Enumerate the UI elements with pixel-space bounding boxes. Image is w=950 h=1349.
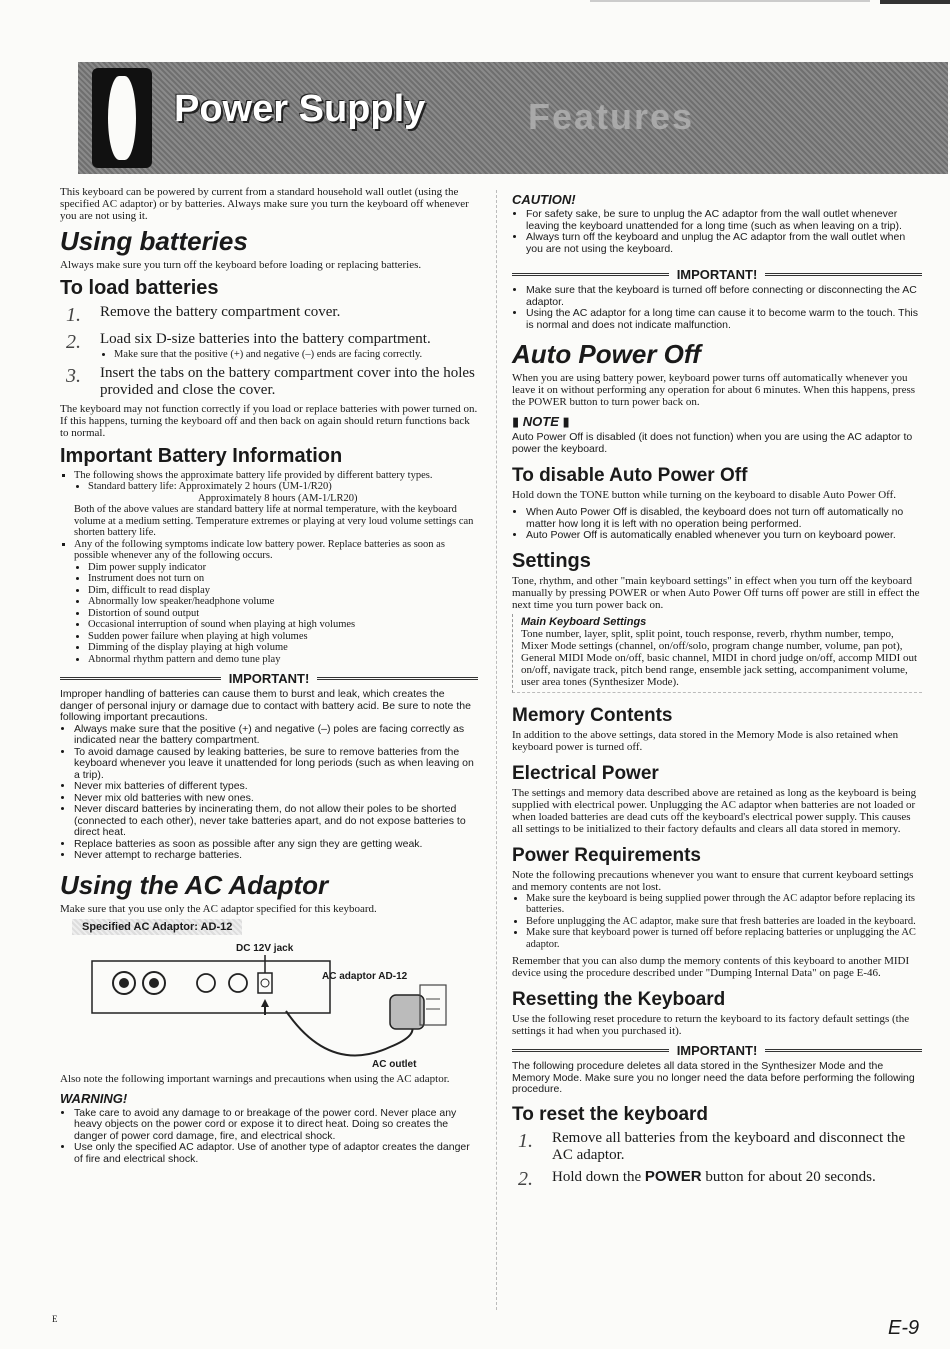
power-requirements-after: Remember that you can also dump the memory contents of this keyboard to another MIDI device using the procedure described under "Dumping Internal Data" on page E-46. [512,955,910,979]
symptom-item: • Dim, difficult to read display [88,585,478,597]
important-list [60,724,478,862]
battery-info-item [74,470,478,539]
main-settings-box [512,614,922,693]
battery-symptoms-intro: Any of the following symptoms indicate low battery power. Replace batteries as soon as possible whenever any of the following occurs. [74,538,445,561]
disable-auto-power-off-heading: To disable Auto Power Off [512,465,748,486]
battery-life-intro: The following shows the approximate battery life provided by different battery types. [74,469,433,481]
step-text: Insert the tabs on the battery compartment cover into the holes provided and close the cover. [100,364,475,398]
requirements-list [512,893,922,951]
note-label-text: NOTE [522,414,559,429]
using-batteries-heading: Using batteries [60,226,248,256]
battery-life-alkaline: Approximately 8 hours (AM-1/LR20) [198,492,358,504]
load-step-3 [66,365,478,399]
symptom-item: • Instrument does not turn on [88,573,478,585]
power-requirements-heading: Power Requirements [512,844,701,866]
important-item: • To avoid damage caused by leaking batteries, be sure to remove batteries from the keyboard whenever you leave it unattended for long periods (such as when leaving on a trip). [74,747,478,782]
step-number: 2. [518,1167,533,1190]
caution-item: • Always turn off the keyboard and unplug the AC adaptor from the wall outlet when you are not using the keyboard. [526,232,922,255]
intro-text: This keyboard can be powered by current from a standard household wall outlet (using the specified AC adaptor) or by batteries. Always make sure you turn the keyboard off whenever you are not using it. [60,186,469,222]
page-number: E-9 [888,1317,920,1339]
load-batteries-heading: To load batteries [60,277,219,299]
outlet-label: AC outlet [372,1058,417,1070]
symptom-list [74,562,478,666]
main-settings-label: Main Keyboard Settings [521,615,647,628]
important-divider [512,1043,922,1058]
section-banner [78,62,948,174]
symptom-item: • Dimming of the display playing at high volume [88,642,478,654]
important-item: • Using the AC adaptor for a long time can cause it to become warm to the touch. This is normal and does not indicate malfunction. [526,308,922,331]
important-text: Improper handling of batteries can cause them to burst and leak, which creates the danger of personal injury or damage due to contact with battery acid. Be sure to note the following important precautions. [60,688,471,723]
memory-contents-text: In addition to the above settings, data stored in the Memory Mode is also retained when keyboard power is turned off. [512,728,899,753]
memory-contents-heading: Memory Contents [512,704,673,726]
important-list [512,285,922,331]
step-number: 1. [66,304,81,326]
symptom-item: • Distortion of sound output [88,608,478,620]
main-settings-text: Tone number, layer, split, split point, touch response, reverb, rhythm number, tempo, Mixer Mode settings (channel, on/off/solo, program change number, volume, pan pot), General MIDI Mode on/off, basic channel, MIDI in chord judge on/off, accomp MIDI out on/off, navigate track, pitch bend range, ensemble jack setting, accompaniment volume, user area tones (Synthesizer Mode). [521,627,918,688]
settings-heading: Settings [512,549,591,572]
top-edge-rule [590,0,870,2]
power-button-name: POWER [644,1167,702,1185]
note-text: Auto Power Off is disabled (it does not function) when you are using the AC adaptor to power the keyboard. [512,431,913,455]
specified-adaptor-label: Specified AC Adaptor: AD-12 [72,919,242,935]
ac-adaptor-heading: Using the AC Adaptor [60,869,329,900]
ac-adaptor-text: Make sure that you use only the AC adaptor specified for this keyboard. [60,902,377,915]
ac-adaptor-after-text: Also note the following important warnings and precautions when using the AC adaptor. [60,1072,450,1085]
important-item: • Always make sure that the positive (+) and negative (–) poles are facing correctly as indicated near the battery compartment. [74,724,478,747]
important-item: • Never discard batteries by incinerating them, do not allow their poles to be shorted (connected to each other), never take batteries apart, and do not expose batteries to direct heat. [74,804,478,839]
reset-keyboard-heading: To reset the keyboard [512,1103,709,1125]
requirement-item: • Before unplugging the AC adaptor, make sure that fresh batteries are loaded in the keyboard. [526,916,922,928]
battery-life-note: Both of the above values are standard battery life at normal temperature, with the keyboard volume at a medium setting. Temperature extremes or playing at very loud volume settings can shorten battery life. [74,504,474,538]
banner-ghost-text: Features [528,96,695,137]
auto-power-off-heading: Auto Power Off [512,339,701,369]
important-divider [60,671,478,686]
important-label: IMPORTANT! [228,671,310,686]
electrical-power-text: The settings and memory data described above are retained as long as the keyboard is being supplied with electrical power. Unplugging the AC adaptor when batteries are not loaded or when loaded batteries are dead cuts off the keyboard's electrical power supply. This causes all settings to be initialized to their factory defaults and clears all data stored in memory. [512,786,917,835]
load-step-1 [66,304,478,327]
symptom-item: • Dim power supply indicator [88,562,478,574]
column-divider [496,190,497,1310]
important-item: • Never mix old batteries with new ones. [74,793,478,805]
step-number: 1. [518,1129,533,1152]
step-text [100,331,478,361]
disable-item: • When Auto Power Off is disabled, the keyboard does not turn off automatically no matter how long it is left with no operation being performed. [526,507,922,530]
power-requirements-text: Note the following precautions whenever you want to ensure that current keyboard settings and memory contents are not lost. [512,868,914,893]
symptom-item: • Abnormal rhythm pattern and demo tune play [88,654,478,666]
load-after-text: The keyboard may not function correctly if you load or replace batteries with power turned on. If this happens, turning the keyboard off and then back on again should return functions back to normal. [60,402,478,439]
important-label: IMPORTANT! [676,267,758,282]
resetting-heading: Resetting the Keyboard [512,989,726,1010]
dc-jack-label: DC 12V jack [236,942,294,954]
left-column [60,186,478,1165]
resetting-text: Use the following reset procedure to return the keyboard to its factory default settings (the settings it had when you purchased it). [512,1013,910,1037]
step-number: 2. [66,331,81,353]
right-column [512,192,922,1193]
step-text: Remove all batteries from the keyboard and disconnect the AC adaptor. [552,1129,906,1163]
important-divider [512,267,922,282]
resetting-important-text: The following procedure deletes all data stored in the Synthesizer Mode and the Memory Mode. Make sure you no longer need the data before performing the following procedure. [512,1060,915,1095]
page-corner-letter: E [52,1314,58,1324]
caution-item: • For safety sake, be sure to unplug the AC adaptor from the wall outlet whenever leaving the keyboard unattended for a long time (such as when leaving on a trip). [526,209,922,232]
caution-label: CAUTION! [512,192,576,207]
symptom-item: • Sudden power failure when playing at high volumes [88,631,478,643]
step-number: 3. [66,364,81,387]
step-text-main: Load six D-size batteries into the battery compartment. [100,331,431,347]
warning-list [60,1108,478,1166]
settings-text: Tone, rhythm, and other "main keyboard settings" in effect when you turn off the keyboard manually by pressing POWER or when Auto Power Off turns off power are still in effect the next time you turn power back on. [512,574,920,611]
important-item: • Never mix batteries of different types. [74,781,478,793]
load-step-2 [66,331,478,361]
important-item: • Never attempt to recharge batteries. [74,850,478,862]
warning-item: • Use only the specified AC adaptor. Use of another type of adaptor creates the danger of fire and electrical shock. [74,1142,478,1165]
auto-power-off-text: When you are using battery power, keyboard power turns off automatically whenever you leave it on without performing any operation for about 6 minutes. When this happens, press the POWER button to turn power back on. [512,372,916,408]
important-label: IMPORTANT! [676,1043,758,1058]
warning-item: • Take care to avoid any damage to or breakage of the power cord. Never place any heavy objects on the power cord or expose it to direct heat. Doing so creates the danger of power cord damage, fire, and electrical shock. [74,1108,478,1143]
important-item: • Replace batteries as soon as possible after any sign they are getting weak. [74,839,478,851]
using-batteries-text: Always make sure you turn off the keyboard before loading or replacing batteries. [60,259,422,271]
page-title: Power Supply [174,88,426,130]
important-item: • Make sure that the keyboard is turned off before connecting or disconnecting the AC adaptor. [526,285,922,308]
requirement-item: • Make sure the keyboard is being supplied power through the AC adaptor before replacing its batteries. [526,893,922,916]
symptom-item: • Occasional interruption of sound when playing at high volumes [88,619,478,631]
battery-info-heading: Important Battery Information [60,444,343,467]
disable-list [512,507,922,542]
battery-life-standard: • Standard battery life: Approximately 2 hours (UM-1/R20) [88,481,478,493]
disable-item: • Auto Power Off is automatically enabled whenever you turn on keyboard power. [526,530,922,542]
ac-adaptor-diagram [60,937,478,1073]
warning-label: WARNING! [60,1090,128,1106]
bracket-icon [92,68,152,168]
adaptor-label: AC adaptor AD-12 [322,970,408,982]
reset-step-2 [518,1168,922,1191]
reset-step-1 [518,1130,922,1164]
battery-symptoms-item [74,539,478,666]
symptom-item: • Abnormally low speaker/headphone volume [88,596,478,608]
step-text: Remove the battery compartment cover. [100,304,341,320]
note-label: ▮ NOTE ▮ [512,414,570,429]
step-text: Hold down the POWER button for about 20 seconds. [552,1167,876,1185]
keyboard-panel-illustration [90,955,480,1073]
electrical-power-heading: Electrical Power [512,762,659,784]
top-corner-bar [880,0,950,4]
disable-text: Hold down the TONE button while turning on the keyboard to disable Auto Power Off. [512,489,897,501]
caution-list [512,209,922,255]
step-2-bullet: • Make sure that the positive (+) and negative (–) ends are facing correctly. [114,349,478,361]
requirement-item: • Make sure that keyboard power is turned off before replacing batteries or unplugging the AC adaptor. [526,927,922,950]
